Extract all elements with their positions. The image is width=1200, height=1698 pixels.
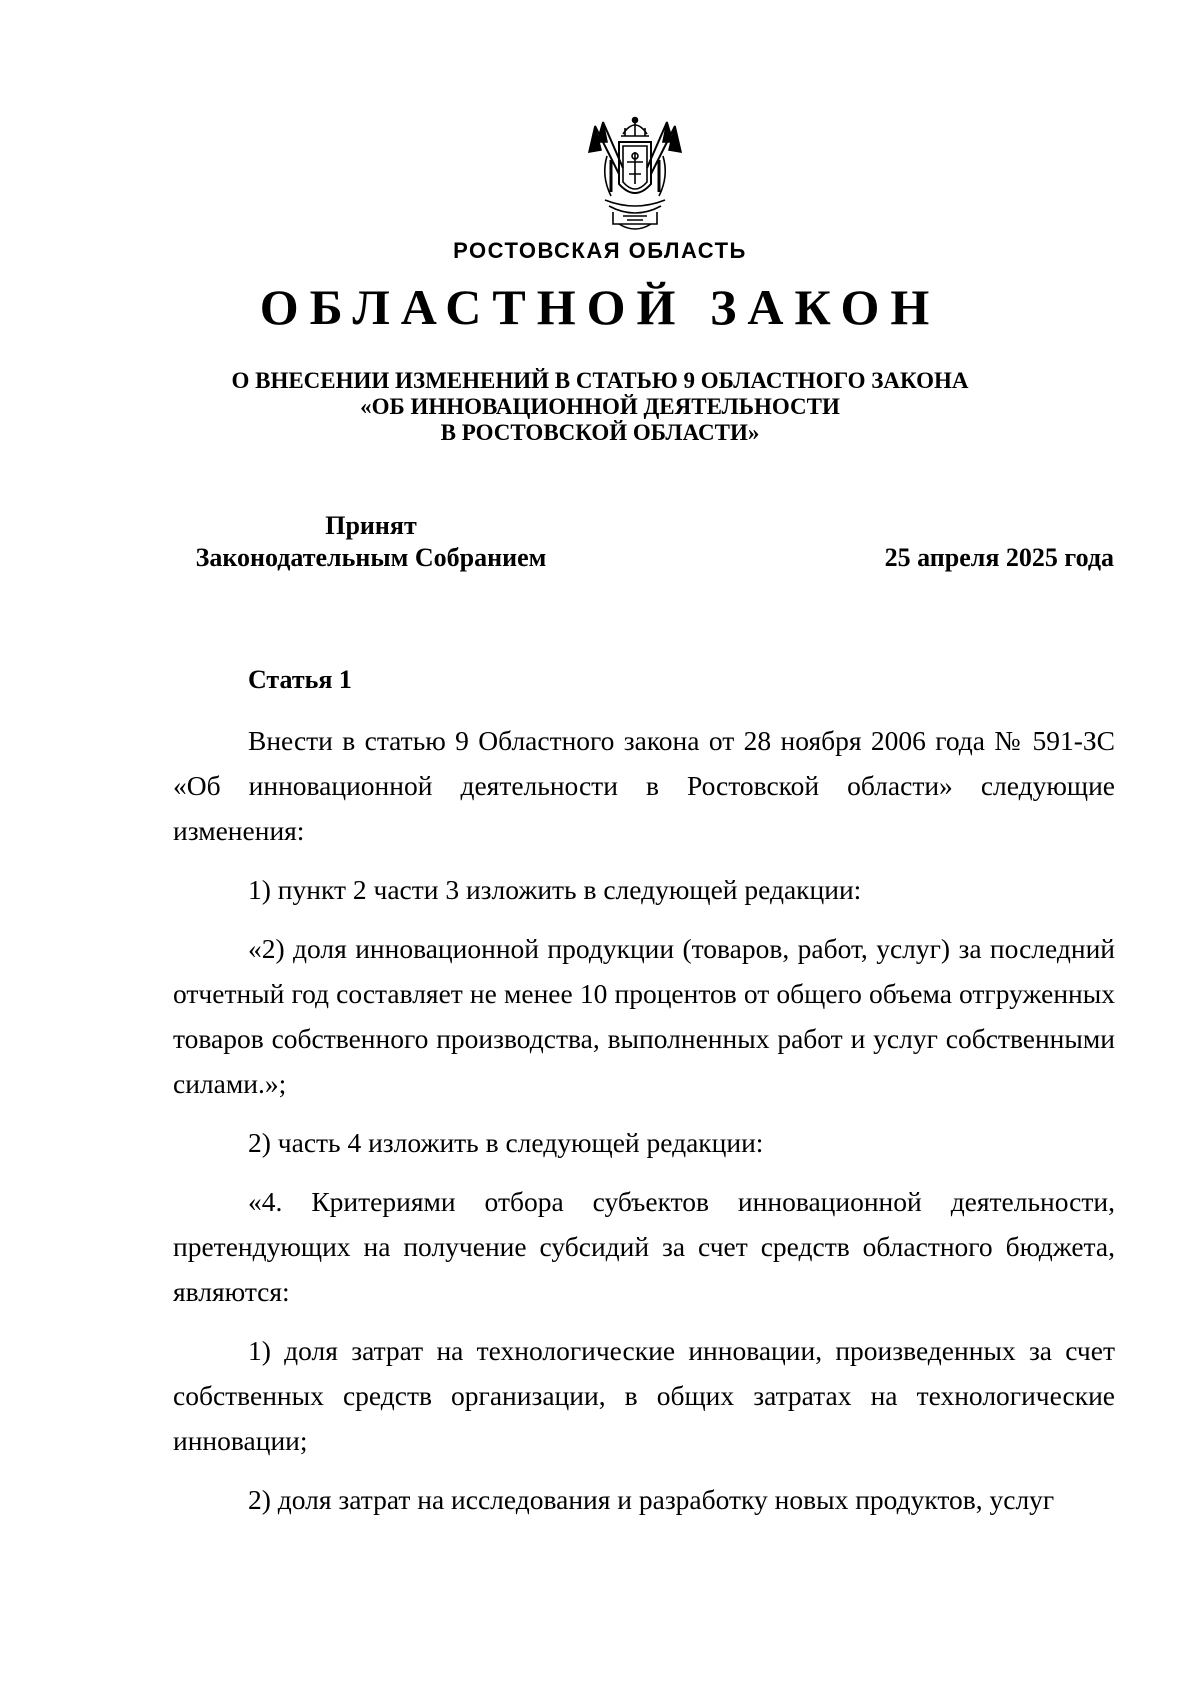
article-paragraph: «4. Критериями отбора субъектов инновационной деятельности, претендующих на получение субсидий за счет средств областного бюджета, являются:: [173, 1186, 1115, 1307]
region-name: РОСТОВСКАЯ ОБЛАСТЬ: [453, 238, 747, 263]
law-subject: [0, 368, 1200, 446]
article-paragraph: 1) пункт 2 части 3 изложить в следующей редакции:: [248, 874, 862, 905]
article-paragraph: Внести в статью 9 Областного закона от 28 ноября 2006 года № 591-ЗС «Об инновационной деятельности в Ростовской области» следующие изменения:: [173, 725, 1115, 846]
adoption-line: Принят: [325, 511, 417, 540]
law-type-title: ОБЛАСТНОЙ ЗАКОН: [259, 279, 941, 335]
law-subject-line: О ВНЕСЕНИИ ИЗМЕНЕНИЙ В СТАТЬЮ 9 ОБЛАСТНОГО ЗАКОНА: [231, 368, 969, 393]
article-paragraph: «2) доля инновационной продукции (товаров, работ, услуг) за последний отчетный год составляет не менее 10 процентов от общего объема отгруженных товаров собственного производства, выполненных работ и услуг собственными силами.»;: [173, 933, 1115, 1099]
law-subject-line: В РОСТОВСКОЙ ОБЛАСТИ»: [440, 420, 760, 445]
coat-of-arms-icon: [583, 112, 687, 236]
article-paragraph: 2) часть 4 изложить в следующей редакции:: [248, 1127, 764, 1158]
adoption-date: 25 апреля 2025 года: [884, 543, 1114, 572]
article-paragraph: 1) доля затрат на технологические инновации, произведенных за счет собственных средств организации, в общих затратах на технологические инновации;: [173, 1335, 1115, 1456]
adoption-line: Законодательным Собранием: [195, 543, 547, 572]
law-subject-line: «ОБ ИННОВАЦИОННОЙ ДЕЯТЕЛЬНОСТИ: [360, 394, 840, 419]
adoption-statement: [176, 510, 566, 574]
article-body: [173, 718, 1115, 1522]
article-heading: Статья 1: [248, 665, 352, 694]
article-paragraph: 2) доля затрат на исследования и разработку новых продуктов, услуг: [248, 1484, 1055, 1515]
